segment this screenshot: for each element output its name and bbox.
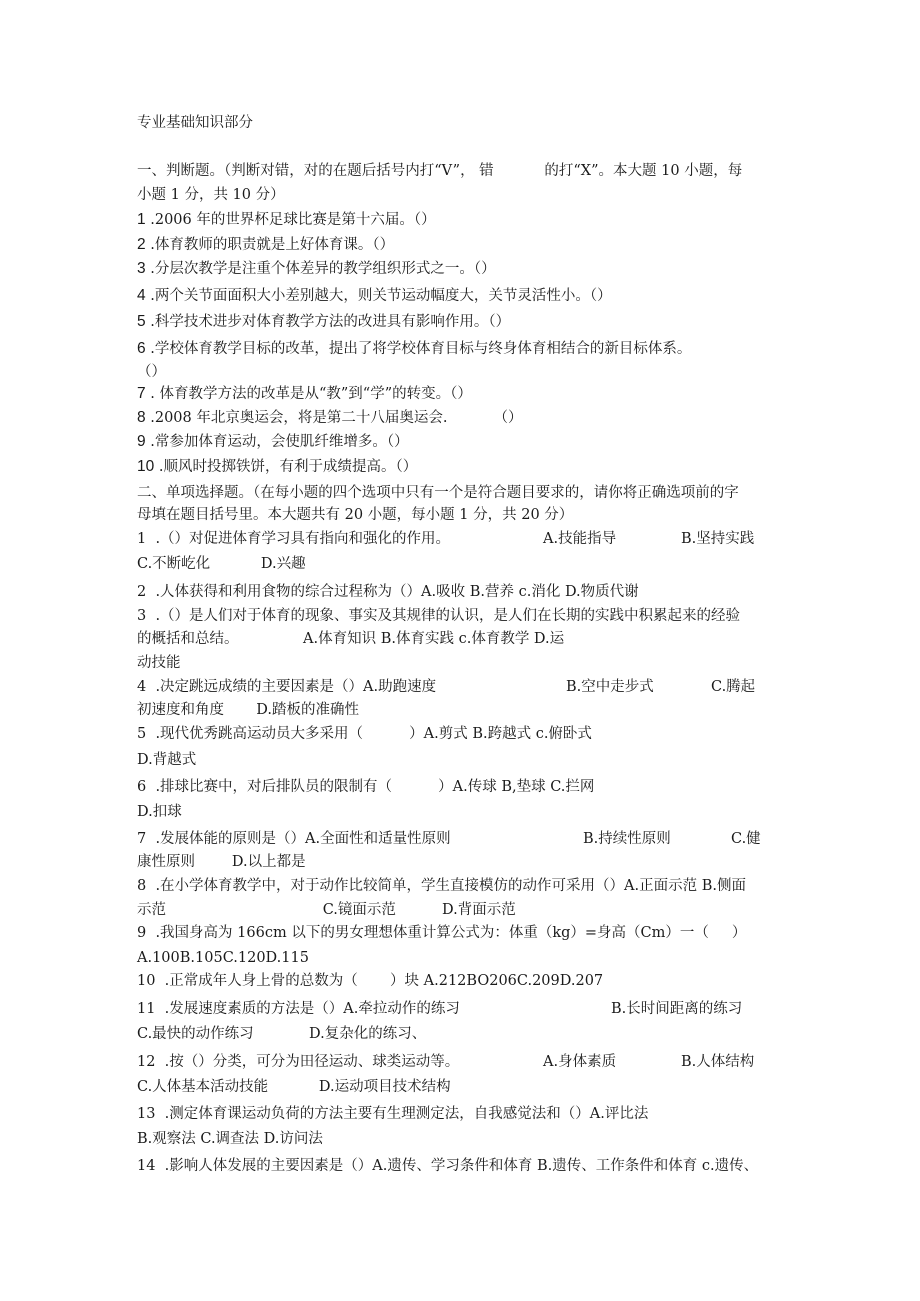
choice-line: B.观察法 C.调查法 D.访问法: [137, 1131, 323, 1147]
choice-line: 6 .排球比赛中，对后排队员的限制有（ ）A.传球 B,垫球 C.拦网: [137, 779, 595, 795]
choice-line: 5 .现代优秀跳高运动员大多采用（ ）A.剪式 B.跨越式 c.俯卧式: [137, 726, 592, 742]
choice-line: 14 .影响人体发展的主要因素是（）A.遗传、学习条件和体育 B.遗传、工作条件和体育 c.遗传、: [137, 1158, 759, 1174]
judge-item: 1 .2006 年的世界杯足球比赛是第十六届。（）: [137, 211, 436, 228]
judge-item: 4 .两个关节面面积大小差别越大，则关节运动幅度大，关节灵活性小。（）: [137, 287, 612, 304]
section1-intro-line1: 一、判断题。（判断对错，对的在题后括号内打“V”， 错 的打“X”。本大题 10 小题，每: [137, 163, 743, 179]
choice-line: 初速度和角度 D.踏板的准确性: [137, 702, 359, 718]
judge-item: 10 .顺风时投掷铁饼，有利于成绩提高。（）: [137, 458, 418, 475]
choice-line: 的概括和总结。 A.体育知识 B.体育实践 c.体育教学 D.运: [137, 631, 565, 647]
page-heading: 专业基础知识部分: [137, 115, 253, 131]
choice-line: 动技能: [137, 655, 181, 671]
choice-line: D.背越式: [137, 752, 197, 768]
section2-intro-line1: 二、单项选择题。（在每小题的四个选项中只有一个是符合题目要求的，请你将正确选项前的字: [137, 485, 739, 501]
choice-line: 10 .正常成年人身上骨的总数为（ ）块 A.212BO206C.209D.207: [137, 973, 604, 989]
choice-line: 12 .按（）分类，可分为田径运动、球类运动等。: [137, 1054, 460, 1070]
section1-intro-line2: 小题 1 分，共 10 分）: [137, 187, 285, 203]
choice-option: A.技能指导: [543, 531, 617, 547]
judge-item: 3 .分层次教学是注重个体差异的教学组织形式之一。（）: [137, 260, 496, 277]
judge-item: 8 .2008 年北京奥运会，将是第二十八届奥运会. （）: [137, 409, 523, 426]
choice-line: D.扣球: [137, 804, 182, 820]
choice-option: A.身体素质: [543, 1054, 617, 1070]
choice-line: 11 .发展速度素质的方法是（）A.牵拉动作的练习: [137, 1001, 460, 1017]
choice-line: 康性原则 D.以上都是: [137, 854, 306, 870]
choice-line: 13 .测定体育课运动负荷的方法主要有生理测定法，自我感觉法和（）A.评比法: [137, 1106, 649, 1122]
choice-option: B.持续性原则: [583, 831, 671, 847]
choice-line: C.最快的动作练习 D.复杂化的练习、: [137, 1026, 427, 1042]
choice-line: 7 .发展体能的原则是（）A.全面性和适量性原则: [137, 831, 451, 847]
choice-option: B.坚持实践: [681, 531, 755, 547]
judge-item-continued: （）: [137, 364, 166, 380]
choice-line: C.不断屹化 D.兴趣: [137, 556, 306, 572]
choice-line: 9 .我国身高为 166cm 以下的男女理想体重计算公式为：体重（kg）=身高（Cm）一（ ）: [137, 925, 747, 941]
choice-line: 8 .在小学体育教学中，对于动作比较简单，学生直接模仿的动作可采用（）A.正面示范 B.侧面: [137, 878, 747, 894]
judge-item: 9 .常参加体育运动，会使肌纤维增多。（）: [137, 433, 409, 450]
choice-line: 4 .决定跳远成绩的主要因素是（）A.助跑速度: [137, 679, 437, 695]
choice-option: B.人体结构: [681, 1054, 755, 1070]
choice-line: 1 .（）对促进体育学习具有指向和强化的作用。: [137, 531, 451, 547]
choice-option: B.空中走步式: [566, 679, 654, 695]
choice-option: C.健: [731, 831, 761, 847]
judge-item: 6 .学校体育教学目标的改革，提出了将学校体育目标与终身体育相结合的新目标体系。: [137, 340, 692, 357]
choice-line: C.人体基本活动技能 D.运动项目技术结构: [137, 1079, 451, 1095]
judge-item: 7 . 体育教学方法的改革是从“教”到“学”的转变。（）: [137, 385, 472, 402]
choice-option: C.腾起: [711, 679, 756, 695]
choice-line: 示范 C.镜面示范 D.背面示范: [137, 902, 516, 918]
choice-line: A.100B.105C.120D.115: [137, 950, 309, 966]
choice-option: B.长时间距离的练习: [611, 1001, 743, 1017]
choice-line: 2 .人体获得和利用食物的综合过程称为（）A.吸收 B.营养 c.消化 D.物质代谢: [137, 584, 639, 600]
choice-line: 3 .（）是人们对于体育的现象、事实及其规律的认识，是人们在长期的实践中积累起来的经验: [137, 608, 741, 624]
section2-intro-line2: 母填在题目括号里。本大题共有 20 小题，每小题 1 分，共 20 分）: [137, 507, 574, 523]
judge-item: 2 .体育教师的职责就是上好体育课。（）: [137, 236, 395, 253]
judge-item: 5 .科学技术进步对体育教学方法的改进具有影响作用。（）: [137, 313, 511, 330]
